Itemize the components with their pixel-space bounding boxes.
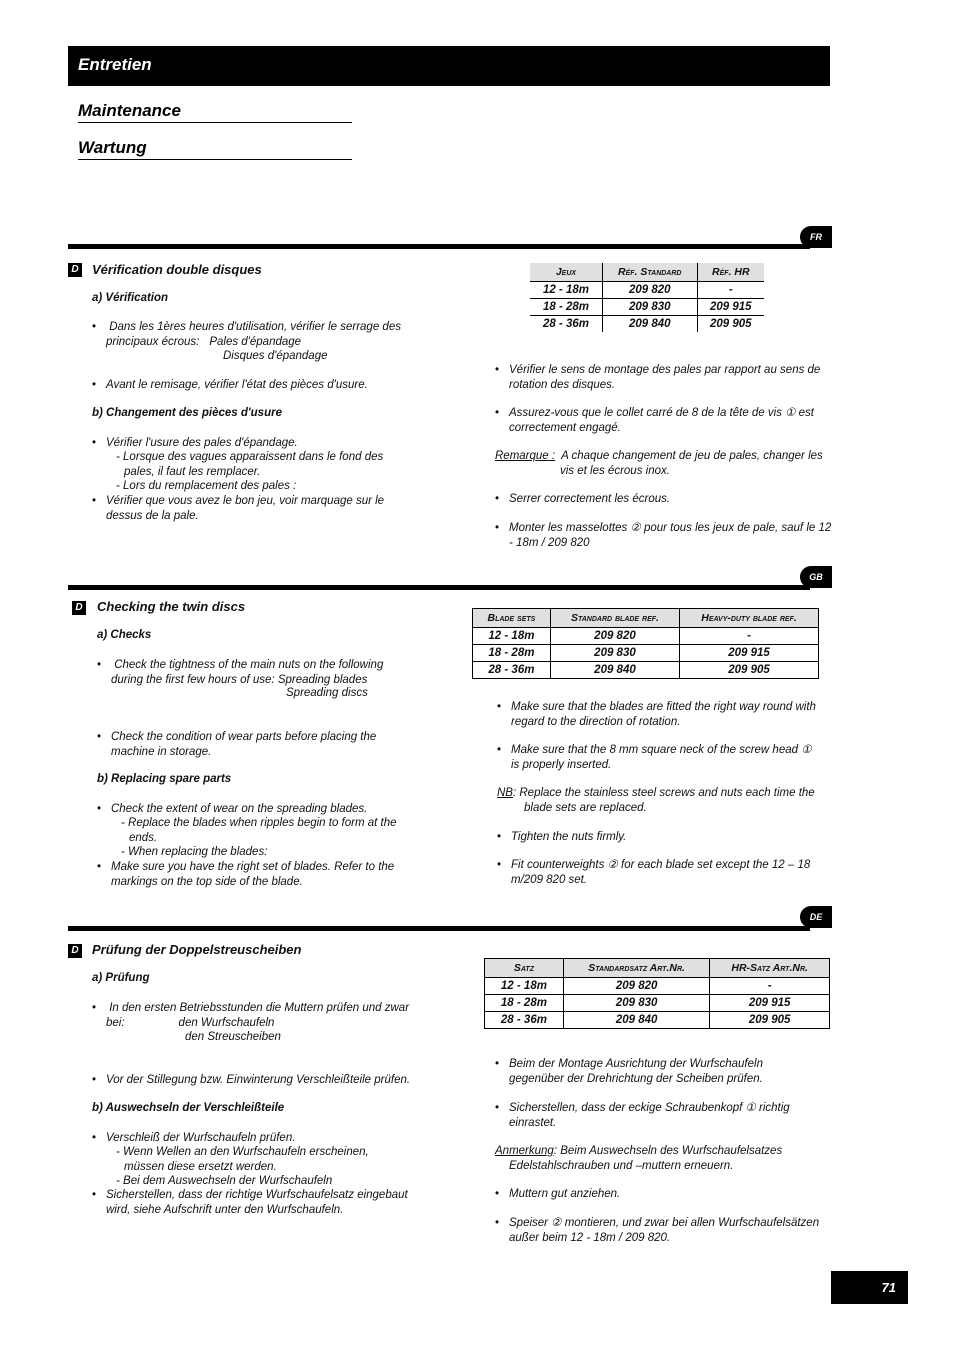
sub-replacing-fr: - Lors du remplacement des pales : (116, 480, 297, 492)
bullet-tightness-item2-de: den Streuscheiben (185, 1031, 281, 1043)
language-badge-de: DE (800, 906, 832, 928)
sub-replacing-gb: - When replacing the blades: (121, 846, 268, 858)
sub-ripples-de: - Wenn Wellen an den Wurfschaufeln erscheinen, müssen diese ersetzt werden. (116, 1146, 369, 1173)
section-title-gb: Checking the twin discs (97, 599, 246, 614)
table-header: Blade sets (473, 609, 551, 628)
table-header: HR-Satz Art.Nr. (710, 959, 830, 978)
bullet-tightness-gb: • Check the tightness of the main nuts on the following during the first few hours of use: Spreading blades (97, 658, 417, 687)
bullet-storage-fr: • Avant le remisage, vérifier l'état des pièces d'usure. (92, 378, 422, 393)
bullet-counterweights-de: • Speiser ② montieren, und zwar bei allen Wurfschaufelsätzen außer beim 12 - 18m / 209 820. (495, 1216, 840, 1245)
section-rule-de (68, 926, 810, 931)
table-row: 28 - 36m 209 840 209 905 (485, 1012, 830, 1029)
table-header: Réf. Standard (602, 263, 697, 282)
subheading-replacing-de: b) Auswechseln der Verschleißteile (92, 1102, 285, 1114)
bullet-wear-de: • Verschleiß der Wurfschaufeln prüfen. (92, 1131, 422, 1146)
page-number: 71 (831, 1271, 908, 1304)
table-header: Heavy-duty blade ref. (680, 609, 819, 628)
bullet-tighten-de: • Muttern gut anziehen. (495, 1187, 815, 1202)
bullet-tighten-fr: • Serrer correctement les écrous. (495, 492, 825, 507)
bullet-tighten-gb: • Tighten the nuts firmly. (497, 830, 817, 845)
subtitle-gb: Maintenance (78, 101, 352, 123)
section-icon-gb: D (72, 601, 86, 615)
parts-table-fr (530, 263, 764, 332)
sub-ripples-fr: - Lorsque des vagues apparaissent dans le fond des pales, il faut les remplacer. (116, 451, 384, 478)
subheading-checks-de: a) Prüfung (92, 972, 150, 984)
subheading-replacing-gb: b) Replacing spare parts (97, 773, 232, 785)
parts-table-gb (472, 608, 819, 679)
bullet-square-neck-gb: • Make sure that the 8 mm square neck of the screw head ① is properly inserted. (497, 743, 822, 772)
section-icon-fr: D (68, 263, 82, 277)
bullet-tightness-fr: • Dans les 1ères heures d'utilisation, vérifier le serrage des principaux écrous: Pales d'épandage (92, 320, 422, 349)
table-row: 12 - 18m 209 820 - (530, 282, 764, 299)
note-fr: Remarque : A chaque changement de jeu de pales, changer les vis et les écrous inox. (495, 450, 823, 477)
bullet-wear-fr: • Vérifier l'usure des pales d'épandage. (92, 436, 422, 451)
table-row: 12 - 18m 209 820 - (473, 628, 819, 645)
bullet-tightness-item2-fr: Disques d'épandage (223, 350, 328, 362)
bullet-square-neck-fr: • Assurez-vous que le collet carré de 8 de la tête de vis ① est correctement engagé. (495, 406, 825, 435)
bullet-tightness-item2-gb: Spreading discs (286, 687, 368, 699)
page-title: Entretien (78, 55, 152, 74)
bullet-right-set-gb: • Make sure you have the right set of blades. Refer to the markings on the top side of the blade. (97, 860, 417, 889)
language-badge-fr: FR (800, 226, 832, 248)
subheading-replacing-fr: b) Changement des pièces d'usure (92, 407, 282, 419)
bullet-tightness-de: • In den ersten Betriebsstunden die Muttern prüfen und zwar bei: den Wurfschaufeln (92, 1001, 427, 1030)
bullet-storage-gb: • Check the condition of wear parts before placing the machine in storage. (97, 730, 417, 759)
table-header: Standard blade ref. (550, 609, 679, 628)
note-de: Anmerkung: Beim Auswechseln des Wurfschaufelsatzes Edelstahlschrauben und –muttern erneuern. (495, 1145, 783, 1172)
subheading-checks-fr: a) Vérification (92, 292, 169, 304)
table-header: Standardsatz Art.Nr. (563, 959, 709, 978)
table-row: 18 - 28m 209 830 209 915 (530, 299, 764, 316)
section-icon-de: D (68, 944, 82, 958)
subtitle-de: Wartung (78, 138, 352, 160)
section-title-fr: Vérification double disques (92, 262, 262, 277)
table-header: Satz (485, 959, 564, 978)
sub-ripples-gb: - Replace the blades when ripples begin to form at the ends. (121, 817, 397, 844)
section-rule-gb (68, 585, 810, 590)
table-header: Réf. HR (697, 263, 764, 282)
language-badge-gb: GB (800, 566, 832, 588)
header-bar (68, 46, 830, 86)
bullet-right-set-fr: • Vérifier que vous avez le bon jeu, voir marquage sur le dessus de la pale. (92, 494, 408, 523)
bullet-counterweights-fr: • Monter les masselottes ② pour tous les jeux de pale, sauf le 12 - 18m / 209 820 (495, 521, 835, 550)
bullet-square-neck-de: • Sicherstellen, dass der eckige Schraubenkopf ① richtig einrastet. (495, 1101, 815, 1130)
sub-replacing-de: - Bei dem Auswechseln der Wurfschaufeln (116, 1175, 333, 1187)
section-rule-fr (68, 244, 810, 249)
table-row: 18 - 28m 209 830 209 915 (473, 645, 819, 662)
bullet-storage-de: • Vor der Stillegung bzw. Einwinterung Verschleißteile prüfen. (92, 1073, 432, 1088)
bullet-direction-fr: • Vérifier le sens de montage des pales par rapport au sens de rotation des disques. (495, 363, 833, 392)
bullet-right-set-de: • Sicherstellen, dass der richtige Wurfschaufelsatz eingebaut wird, siehe Aufschrift unter den Wurfschaufeln. (92, 1188, 422, 1217)
table-row: 28 - 36m 209 840 209 905 (530, 316, 764, 333)
table-row: 18 - 28m 209 830 209 915 (485, 995, 830, 1012)
section-title-de: Prüfung der Doppelstreuscheiben (92, 942, 302, 957)
bullet-direction-gb: • Make sure that the blades are fitted the right way round with regard to the direction of rotation. (497, 700, 817, 729)
subheading-checks-gb: a) Checks (97, 629, 152, 641)
bullet-counterweights-gb: • Fit counterweights ② for each blade set except the 12 – 18 m/209 820 set. (497, 858, 832, 887)
table-row: 28 - 36m 209 840 209 905 (473, 662, 819, 679)
table-row: 12 - 18m 209 820 - (485, 978, 830, 995)
table-header: Jeux (530, 263, 602, 282)
bullet-wear-gb: • Check the extent of wear on the spreading blades. (97, 802, 417, 817)
bullet-direction-de: • Beim der Montage Ausrichtung der Wurfschaufeln gegenüber der Drehrichtung der Scheiben prüfen. (495, 1057, 795, 1086)
note-gb: NB: Replace the stainless steel screws and nuts each time the blade sets are replaced. (497, 787, 815, 814)
parts-table-de (484, 958, 830, 1029)
